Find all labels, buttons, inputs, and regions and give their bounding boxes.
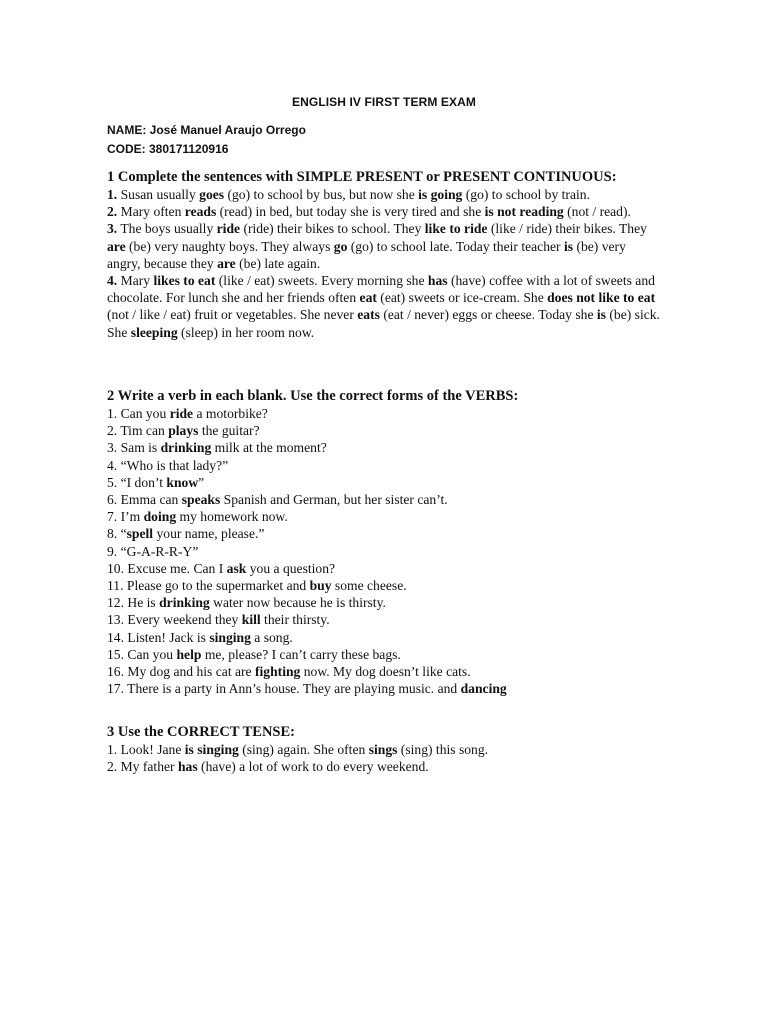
answer-text: is not reading [484,204,564,220]
item-text: a song. [250,629,293,645]
item-text: (go) to school by train. [462,187,590,202]
answer-text: know [166,474,199,490]
section-3-items [107,741,662,775]
item-text: (go) to school by bus, but now she [224,187,419,202]
item-text: some cheese. [331,578,407,594]
exercise-item [107,405,662,422]
exercise-item [107,508,662,525]
exercise-item [107,220,662,272]
answer-text: are [107,238,126,254]
item-text: 4. “Who is that lady?” [107,457,229,473]
item-text: (have) a lot of work to do every weekend. [197,759,429,775]
answer-text: are [217,255,236,271]
answer-text: 2. [107,204,118,220]
answer-text: has [427,273,448,289]
item-text: my homework now. [176,509,288,525]
item-text: (be) late again. [235,255,321,271]
exercise-item [107,422,662,439]
item-text: (like / eat) sweets. Every morning she [215,273,428,289]
answer-text: dancing [460,681,507,697]
answer-text: drinking [160,440,212,456]
answer-text: go [333,238,348,254]
item-text: 14. Listen! Jack is [107,629,210,645]
answer-text: ask [226,560,247,576]
section-2 [107,388,662,697]
answer-text: like to ride [424,221,488,237]
item-text: ” [198,474,205,490]
exercise-item [107,203,662,220]
item-text: 12. He is [107,595,160,611]
item-text: (go) to school late. Today their teacher [347,238,564,254]
section-3 [107,724,662,775]
item-text: 10. Excuse me. Can I [107,560,227,576]
answer-text: sleeping [130,324,178,340]
answer-text: help [176,646,202,662]
answer-text: kill [241,612,261,628]
answer-text: fighting [255,664,301,680]
exercise-item [107,646,662,663]
item-text: (be) very naughty boys. They always [125,238,334,254]
answer-text: reads [184,204,217,220]
item-text: (ride) their bikes to school. They [240,221,425,237]
exercise-item [107,457,662,474]
answer-text: sings [368,742,398,757]
item-text: (have) coffee with a lot of sweets and chocolate. For lunch she and her friends often [107,273,655,306]
answer-text: likes to eat [153,273,216,289]
section-2-heading: 2 Write a verb in each blank. Use the correct forms of the VERBS: [107,388,519,404]
item-text: the guitar? [198,423,260,439]
item-text: a motorbike? [193,406,268,421]
student-name: NAME: José Manuel Araujo Orrego [107,123,306,137]
item-text: your name, please.” [153,526,265,542]
exercise-item [107,680,662,697]
item-text: (read) in bed, but today she is very tired and she [216,204,485,220]
section-1 [107,169,662,341]
item-text: now. My dog doesn’t like cats. [300,664,471,680]
item-text: 3. Sam is [107,440,161,456]
exercise-item [107,663,662,680]
item-text: you a question? [246,560,336,576]
exercise-item [107,758,662,775]
item-text: milk at the moment? [211,440,327,456]
item-text: 1. Look! Jane [107,742,185,757]
item-text: 15. Can you [107,646,177,662]
item-text: 9. “G-A-R-R-Y” [107,543,199,559]
item-text: 8. “ [107,526,127,542]
exercise-item [107,611,662,628]
item-text: (sing) this song. [397,742,489,757]
item-text: (not / read). [563,204,631,220]
section-1-heading: 1 Complete the sentences with SIMPLE PRESENT or PRESENT CONTINUOUS: [107,169,617,185]
item-text: (be) very angry, because they [107,238,626,271]
exercise-item [107,629,662,646]
answer-text: eat [359,290,377,306]
answer-text: goes [199,187,225,202]
answer-text: 4. [107,273,118,289]
item-text: The boys usually [117,221,217,237]
item-text: Mary [117,273,154,289]
item-text: 13. Every weekend they [107,612,242,628]
exercise-item [107,543,662,560]
item-text: Spanish and German, but her sister can’t. [220,492,448,508]
item-text: water now because he is thirsty. [209,595,386,611]
item-text: 6. Emma can [107,492,182,508]
exercise-item [107,186,662,203]
answer-text: is going [418,187,463,202]
answer-text: singing [209,629,251,645]
answer-text: is singing [184,742,239,757]
answer-text: has [177,759,198,775]
exercise-item [107,594,662,611]
answer-text: doing [143,509,177,525]
item-text: (sleep) in her room now. [177,324,315,340]
answer-text: plays [168,423,199,439]
item-text: (eat / never) eggs or cheese. Today she [379,307,597,323]
answer-text: speaks [181,492,221,508]
item-text: their thirsty. [260,612,330,628]
answer-text: does not like to eat [547,290,656,306]
section-2-items [107,405,662,697]
item-text: 1. Can you [107,406,170,421]
exercise-item [107,491,662,508]
item-text: Susan usually [117,187,200,202]
item-text: 16. My dog and his cat are [107,664,255,680]
item-text: (like / ride) their bikes. They [487,221,647,237]
item-text: 2. My father [107,759,178,775]
item-text: 11. Please go to the supermarket and [107,578,310,594]
item-text: (not / like / eat) fruit or vegetables. She never [107,307,358,323]
exercise-item [107,272,662,341]
answer-text: ride [169,406,194,421]
exercise-item [107,741,662,758]
exercise-item [107,525,662,542]
section-1-items [107,186,662,341]
item-text: 17. There is a party in Ann’s house. They are playing music. and [107,681,461,697]
item-text: 7. I’m [107,509,144,525]
answer-text: is [563,238,574,254]
item-text: (eat) sweets or ice-cream. She [376,290,548,306]
exercise-item [107,474,662,491]
answer-text: spell [126,526,154,542]
answer-text: 1. [107,187,118,202]
section-3-heading: 3 Use the CORRECT TENSE: [107,724,295,740]
answer-text: is [596,307,606,323]
exercise-item [107,577,662,594]
item-text: 5. “I don’t [107,474,167,490]
item-text: Mary often [117,204,185,220]
answer-text: 3. [107,221,118,237]
answer-text: eats [357,307,380,323]
answer-text: drinking [159,595,210,611]
student-code: CODE: 380171120916 [107,142,229,156]
exercise-item [107,560,662,577]
item-text: (sing) again. She often [238,742,369,757]
item-text: (be) sick. She [107,307,660,340]
item-text: 2. Tim can [107,423,169,439]
answer-text: ride [216,221,241,237]
item-text: me, please? I can’t carry these bags. [201,646,401,662]
exercise-item [107,439,662,456]
answer-text: buy [309,578,332,594]
page-title: ENGLISH IV FIRST TERM EXAM [292,95,476,109]
